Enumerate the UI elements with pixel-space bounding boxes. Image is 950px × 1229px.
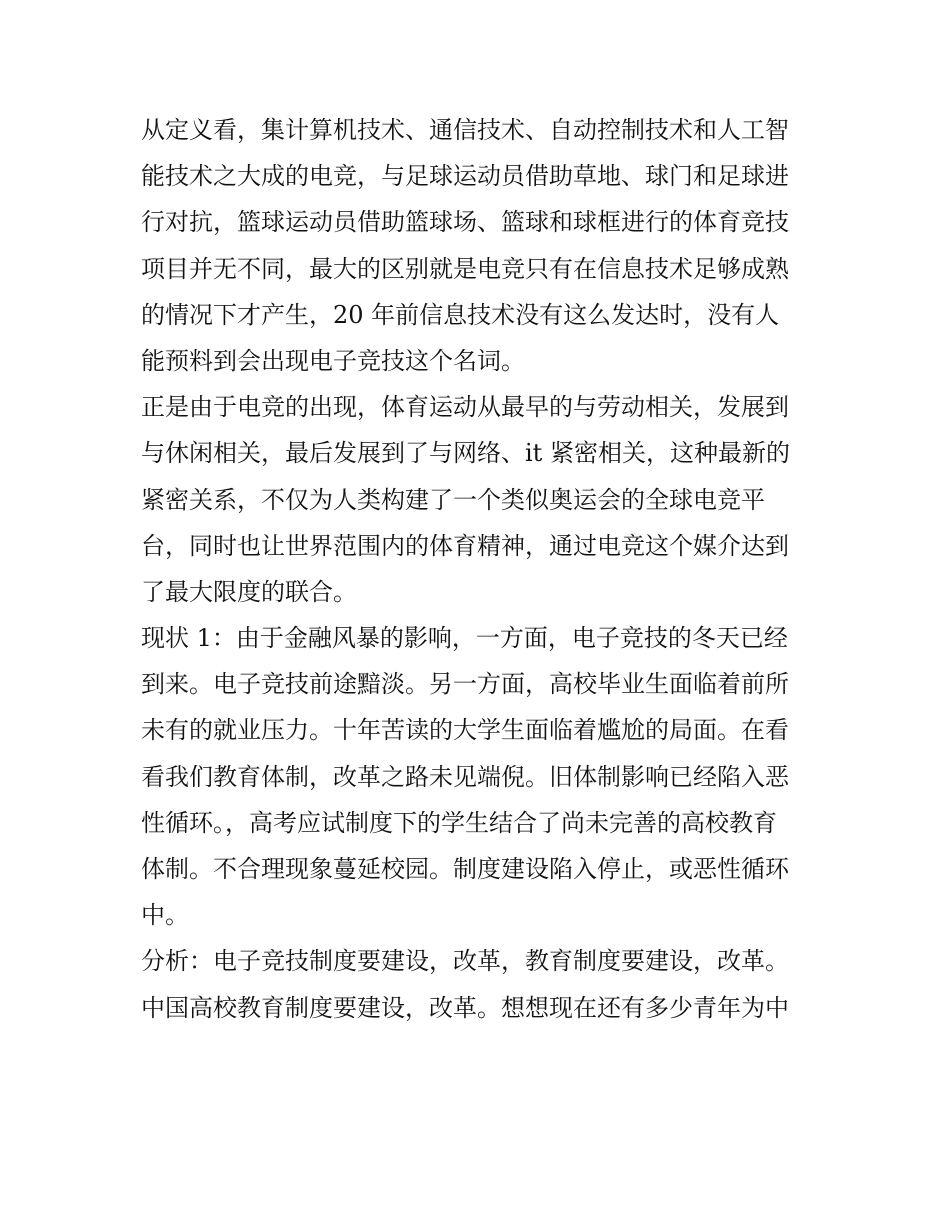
text-line: 行对抗，篮球运动员借助篮球场、篮球和球框进行的体育竞技 bbox=[141, 208, 789, 237]
text-line: 的情况下才产生，20 年前信息技术没有这么发达时，没有人 bbox=[141, 300, 780, 329]
text-line: 性循环。，高考应试制度下的学生结合了尚未完善的高校教育 bbox=[141, 808, 777, 837]
text-line: 能技术之大成的电竞，与足球运动员借助草地、球门和足球进 bbox=[141, 162, 789, 191]
text-line: 体制。不合理现象蔓延校园。制度建设陷入停止，或恶性循环 bbox=[141, 855, 789, 883]
paragraph-status bbox=[141, 615, 821, 938]
paragraph-analysis bbox=[141, 938, 821, 1030]
text-line: 了最大限度的联合。 bbox=[141, 577, 357, 606]
text-line: 未有的就业压力。十年苦读的大学生面临着尴尬的局面。在看 bbox=[141, 716, 789, 745]
text-line: 项目并无不同，最大的区别就是电竞只有在信息技术足够成熟 bbox=[141, 254, 789, 283]
text-line: 紧密关系，不仅为人类构建了一个类似奥运会的全球电竞平 bbox=[141, 485, 765, 514]
text-line: 能预料到会出现电子竞技这个名词。 bbox=[141, 346, 525, 375]
paragraph-definition bbox=[141, 107, 821, 384]
text-line: 分析：电子竞技制度要建设，改革，教育制度要建设，改革。 bbox=[141, 947, 789, 976]
text-line: 台，同时也让世界范围内的体育精神，通过电竞这个媒介达到 bbox=[141, 531, 789, 560]
text-line: 与休闲相关，最后发展到了与网络、it 紧密相关，这种最新的 bbox=[141, 439, 790, 468]
text-line: 从定义看，集计算机技术、通信技术、自动控制技术和人工智 bbox=[141, 116, 789, 144]
text-line: 中。 bbox=[141, 901, 189, 930]
text-line: 看我们教育体制，改革之路未见端倪。旧体制影响已经陷入恶 bbox=[141, 762, 789, 791]
text-line: 现状 1：由于金融风暴的影响，一方面，电子竞技的冬天已经 bbox=[141, 624, 788, 653]
document-body bbox=[141, 107, 821, 1031]
paragraph-emergence bbox=[141, 384, 821, 615]
text-line: 中国高校教育制度要建设，改革。想想现在还有多少青年为中 bbox=[141, 993, 789, 1022]
text-line: 到来。电子竞技前途黯淡。另一方面，高校毕业生面临着前所 bbox=[141, 670, 789, 699]
text-line: 正是由于电竞的出现，体育运动从最早的与劳动相关，发展到 bbox=[141, 393, 789, 422]
